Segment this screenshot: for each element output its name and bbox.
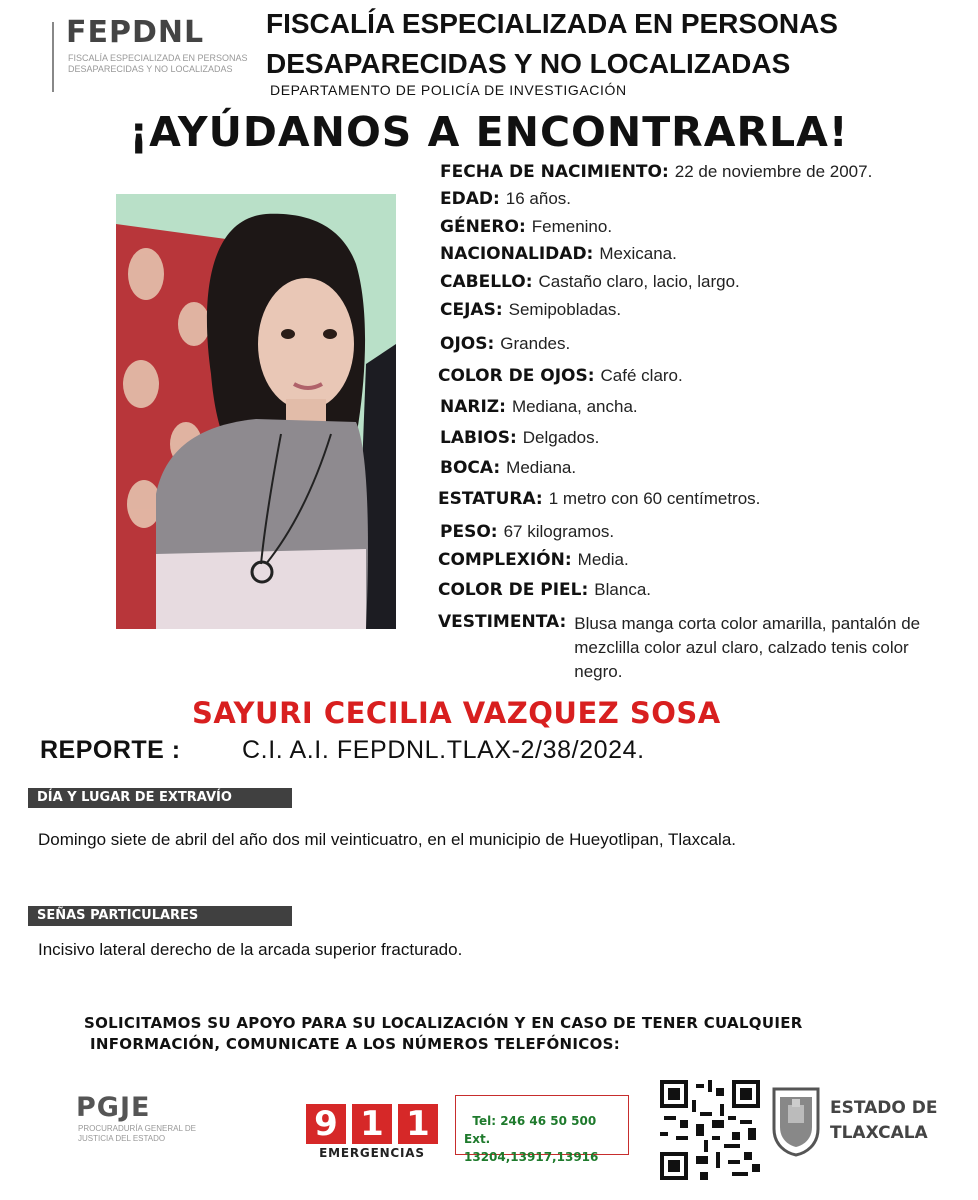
- attr-value: 22 de noviembre de 2007.: [674, 162, 873, 181]
- report-number: C.I. A.I. FEPDNL.TLAX-2/38/2024.: [242, 736, 645, 764]
- emergency-digit: 9: [306, 1104, 346, 1144]
- attr-value: Café claro.: [600, 366, 683, 385]
- report-label: REPORTE :: [40, 736, 181, 764]
- appeal-line-2: INFORMACIÓN, COMUNICATE A LOS NÚMEROS TELEFÓNICOS:: [90, 1035, 621, 1053]
- extravio-text: Domingo siete de abril del año dos mil veinticuatro, en el municipio de Hueyotlipan, Tlaxcala.: [38, 830, 737, 849]
- emergency-digit: 1: [398, 1104, 438, 1144]
- appeal-text: [84, 1013, 884, 1055]
- estado-tlaxcala-logo: [830, 1096, 950, 1146]
- attr-label: EDAD:: [440, 189, 500, 209]
- attr-label: CABELLO:: [440, 272, 533, 292]
- attr-nacionalidad: [440, 244, 677, 268]
- attr-color-ojos: [438, 366, 683, 390]
- emergency-label: EMERGENCIAS: [319, 1146, 425, 1160]
- phone-line: [464, 1112, 628, 1130]
- pgje-logo: PGJE: [76, 1092, 151, 1123]
- section-header-extravio: DÍA Y LUGAR DE EXTRAVÍO: [28, 788, 292, 808]
- department-name: DEPARTAMENTO DE POLICÍA DE INVESTIGACIÓN: [270, 82, 627, 98]
- senas-text: Incisivo lateral derecho de la arcada superior fracturado.: [38, 940, 463, 959]
- attr-label: COLOR DE PIEL:: [438, 580, 589, 600]
- fepdnl-logo-subtitle: FISCALÍA ESPECIALIZADA EN PERSONAS DESAPARECIDAS Y NO LOCALIZADAS: [68, 53, 248, 74]
- attr-label: CEJAS:: [440, 300, 503, 320]
- emergency-digit: 1: [352, 1104, 392, 1144]
- person-name: SAYURI CECILIA VAZQUEZ SOSA: [192, 696, 721, 730]
- attr-peso: [440, 522, 614, 546]
- attr-label: COMPLEXIÓN:: [438, 550, 572, 570]
- attr-value: Mediana, ancha.: [511, 397, 638, 416]
- state-name-line-1: ESTADO DE: [830, 1098, 938, 1118]
- attr-fecha-nacimiento: [440, 162, 872, 186]
- attr-complexion: [438, 550, 629, 574]
- tel-label: Tel:: [472, 1114, 497, 1128]
- attr-value: Mexicana.: [599, 244, 677, 263]
- appeal-line-1: SOLICITAMOS SU APOYO PARA SU LOCALIZACIÓN Y EN CASO DE TENER CUALQUIER: [84, 1014, 803, 1032]
- attr-label: OJOS:: [440, 334, 495, 354]
- section-header-senas: SEÑAS PARTICULARES: [28, 906, 292, 926]
- qr-code-icon[interactable]: [660, 1080, 760, 1180]
- attr-label: COLOR DE OJOS:: [438, 366, 595, 386]
- attr-value: 16 años.: [505, 189, 572, 208]
- attr-label: NARIZ:: [440, 397, 506, 417]
- missing-person-photo: [116, 194, 396, 629]
- phone-contact-box: [455, 1095, 629, 1164]
- logo-divider: [52, 22, 54, 92]
- attr-value: Delgados.: [522, 428, 600, 447]
- attr-value: Blanca.: [594, 580, 651, 599]
- attr-value: Femenino.: [531, 217, 613, 236]
- attr-value: Castaño claro, lacio, largo.: [538, 272, 740, 291]
- attr-label: VESTIMENTA:: [438, 612, 567, 632]
- attr-estatura: [438, 489, 760, 513]
- attr-boca: [440, 458, 576, 482]
- attr-label: GÉNERO:: [440, 217, 526, 237]
- attr-nariz: [440, 397, 638, 421]
- tlaxcala-seal-icon: [770, 1085, 822, 1157]
- header-title: [266, 4, 946, 84]
- attr-value: Blusa manga corta color amarilla, pantalón de mezclilla color azul claro, calzado tenis color negro.: [574, 614, 921, 681]
- state-name-line-2: TLAXCALA: [830, 1123, 928, 1143]
- header-title-line-1: FISCALÍA ESPECIALIZADA EN PERSONAS: [266, 8, 838, 39]
- headline: ¡AYÚDANOS A ENCONTRARLA!: [129, 108, 849, 156]
- pgje-logo-subtitle: PROCURADURÍA GENERAL DE JUSTICIA DEL ESTADO: [78, 1124, 196, 1143]
- attr-label: NACIONALIDAD:: [440, 244, 594, 264]
- attr-labios: [440, 428, 599, 452]
- attr-edad: [440, 189, 571, 213]
- attr-value: 1 metro con 60 centímetros.: [548, 489, 761, 508]
- extension-line: [464, 1130, 628, 1166]
- fepdnl-logo: FEPDNL: [66, 15, 205, 50]
- attr-cabello: [440, 272, 740, 296]
- ext-numbers: 13204,13917,13916: [464, 1150, 599, 1164]
- attr-value: Semipobladas.: [508, 300, 622, 319]
- attr-label: LABIOS:: [440, 428, 517, 448]
- attr-value: 67 kilogramos.: [503, 522, 615, 541]
- tel-number: 246 46 50 500: [500, 1114, 597, 1128]
- attr-label: BOCA:: [440, 458, 501, 478]
- attr-value: Media.: [577, 550, 629, 569]
- attr-vestimenta: [438, 612, 954, 684]
- attr-ojos: [440, 334, 570, 358]
- ext-label: Ext.: [464, 1132, 491, 1146]
- attr-label: ESTATURA:: [438, 489, 543, 509]
- attr-label: FECHA DE NACIMIENTO:: [440, 162, 669, 182]
- attr-genero: [440, 217, 612, 241]
- attr-value: Mediana.: [506, 458, 577, 477]
- attr-color-piel: [438, 580, 651, 604]
- attr-label: PESO:: [440, 522, 498, 542]
- header-title-line-2: DESAPARECIDAS Y NO LOCALIZADAS: [266, 48, 791, 79]
- attr-cejas: [440, 300, 621, 324]
- attr-value: Grandes.: [500, 334, 571, 353]
